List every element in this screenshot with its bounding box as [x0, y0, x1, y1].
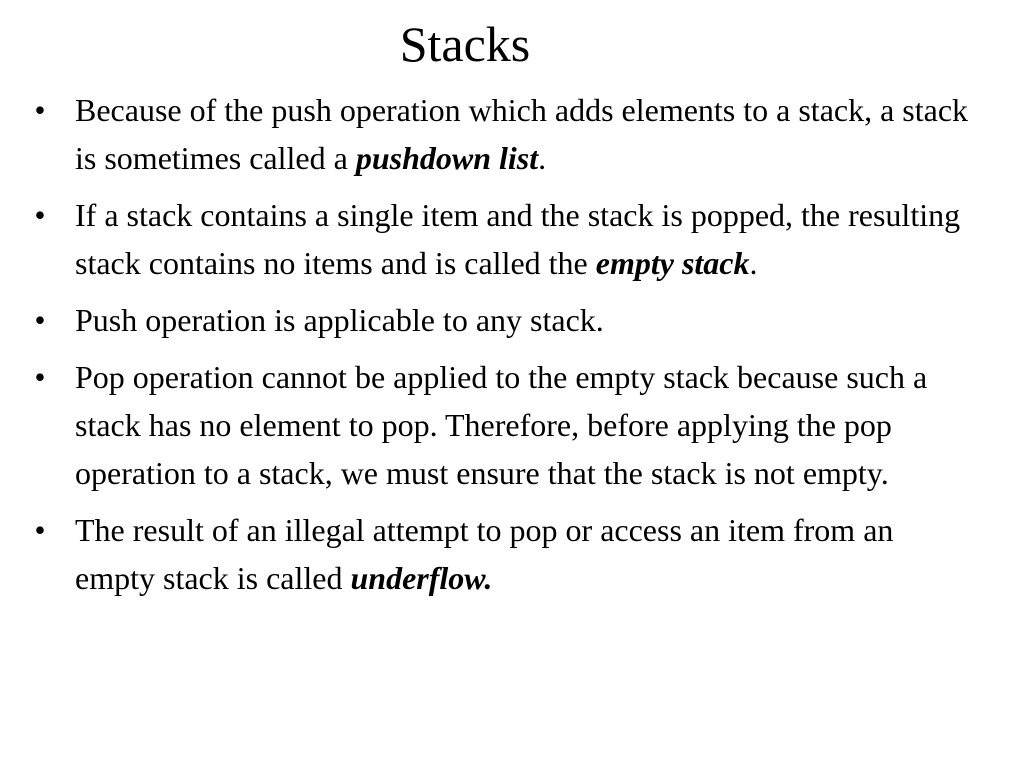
bullet-dot-icon: •	[34, 92, 46, 128]
bullet-item	[30, 191, 980, 287]
bullet-text-end: .	[538, 140, 547, 176]
bullet-list	[30, 86, 980, 611]
bullet-dot-icon: •	[34, 359, 46, 395]
bullet-text: The result of an illegal attempt to pop or access an item from an empty stack is called	[75, 512, 894, 596]
bullet-dot-icon: •	[34, 512, 46, 548]
bullet-text: Because of the push operation which adds elements to a stack, a stack is sometimes called a	[75, 92, 969, 176]
bullet-item	[30, 353, 980, 497]
bullet-text: If a stack contains a single item and the stack is popped, the resulting stack contains no items and is called the	[75, 197, 961, 281]
bullet-text: Push operation is applicable to any stack.	[75, 302, 604, 338]
bullet-item	[30, 86, 980, 182]
bullet-dot-icon: •	[34, 302, 46, 338]
bullet-text: Pop operation cannot be applied to the empty stack because such a stack has no element to pop. Therefore, before applying the pop operation to a stack, we must ensure that the stack is not empty.	[75, 359, 928, 491]
bullet-dot-icon: •	[34, 197, 46, 233]
bullet-item	[30, 296, 980, 344]
bullet-item	[30, 506, 980, 602]
slide-title: Stacks	[399, 16, 531, 72]
bullet-term: underflow.	[350, 560, 493, 596]
bullet-term: empty stack	[595, 245, 750, 281]
bullet-text-end: .	[749, 245, 758, 281]
bullet-term: pushdown list	[355, 140, 539, 176]
